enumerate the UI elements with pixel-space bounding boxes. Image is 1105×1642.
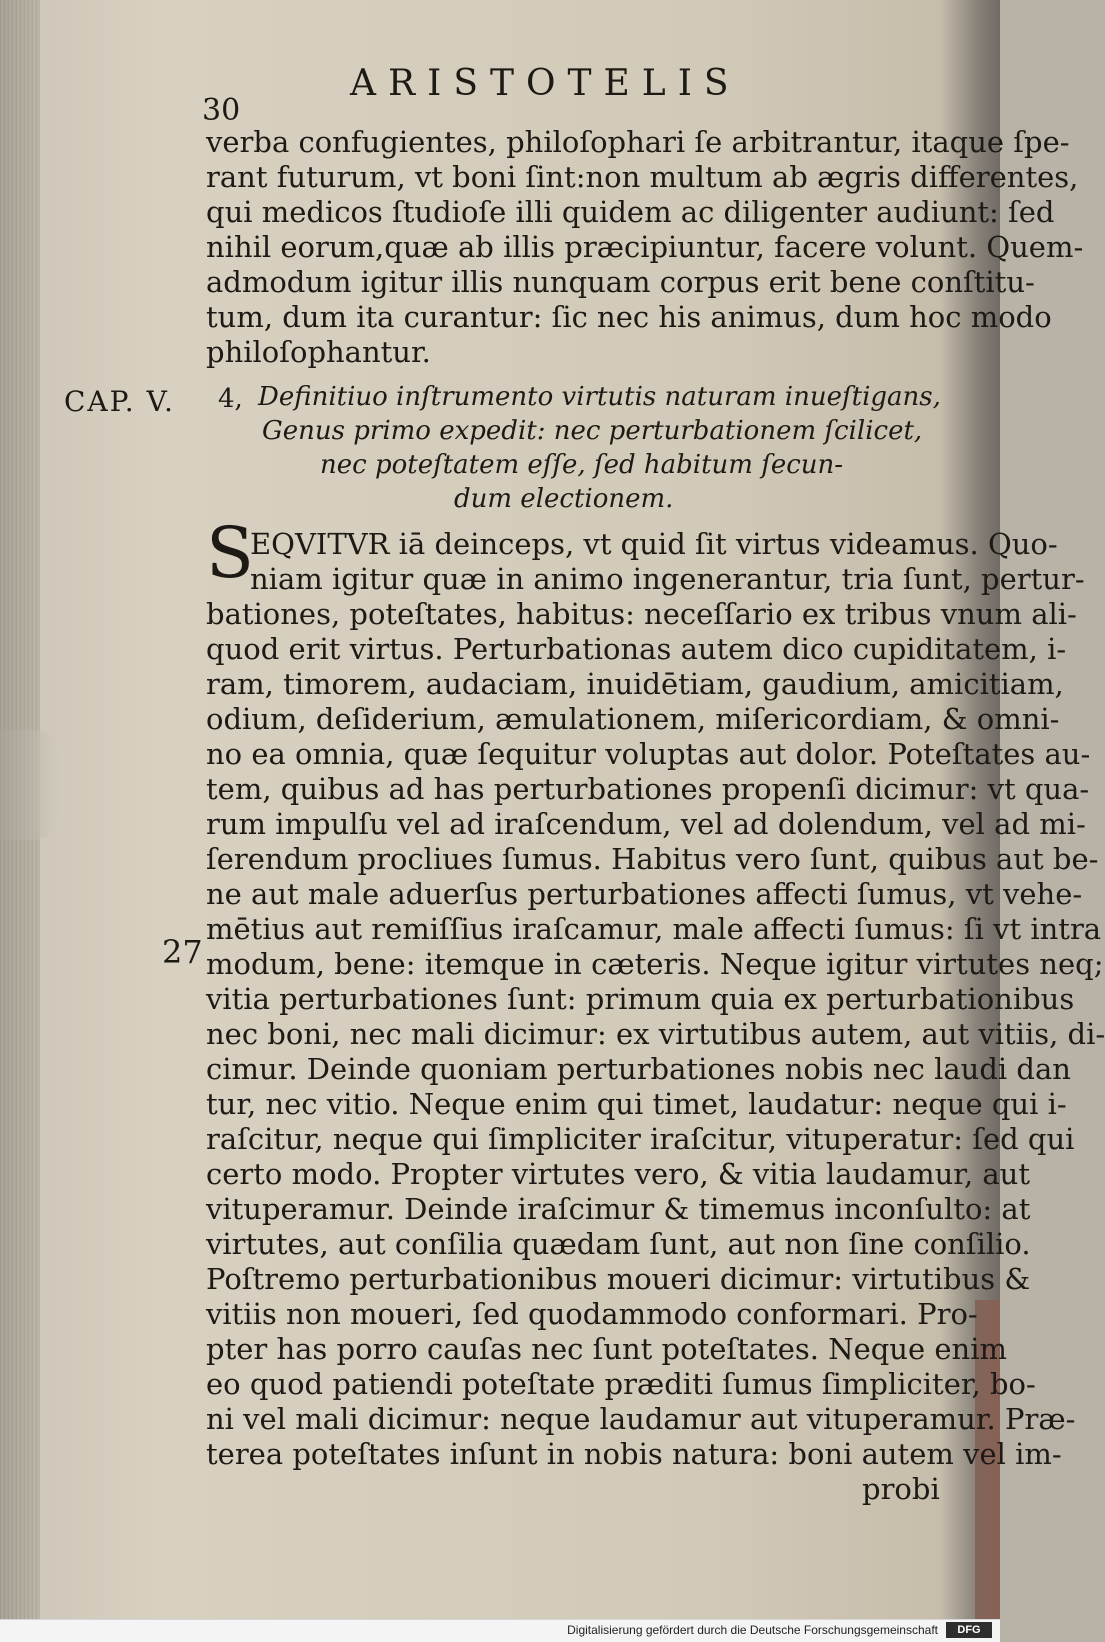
body-line: cimur. Deinde quoniam perturbationes nobis nec laudi dan — [206, 1052, 1071, 1086]
chapter-summary-line: nec poteſtatem eſſe, ſed habitum ſecun- — [320, 450, 844, 480]
body-line: ram, timorem, audaciam, inuidētiam, gaudium, amicitiam, — [206, 667, 1064, 701]
body-line: ne aut male aduerſus perturbationes affecti ſumus, vt vehe- — [206, 877, 1083, 911]
body-line: tur, nec vitio. Neque enim qui timet, laudatur: neque qui i- — [206, 1087, 1067, 1121]
body-line: niam igitur quæ in animo ingenerantur, tria ſunt, pertur- — [250, 562, 1085, 596]
body-line: pter has porro cauſas nec ſunt poteſtates. Neque enim — [206, 1332, 1007, 1366]
body-line: ſerendum procliues ſumus. Habitus vero ſunt, quibus aut be- — [206, 842, 1099, 876]
body-line: quod erit virtus. Perturbationas autem dico cupiditatem, i- — [206, 632, 1067, 666]
footer-bar — [0, 1619, 1000, 1642]
page-number: 30 — [202, 93, 241, 128]
body-line: tem, quibus ad has perturbationes propenſi dicimur: vt qua- — [206, 772, 1090, 806]
body-line: probi — [862, 1472, 940, 1506]
margin-number: 27 — [162, 933, 203, 971]
body-line: vituperamur. Deinde iraſcimur & timemus inconſulto: at — [206, 1192, 1031, 1226]
body-line: ni vel mali dicimur: neque laudamur aut vituperamur. Præ- — [206, 1402, 1076, 1436]
body-line: terea poteſtates inſunt in nobis natura: boni autem vel im- — [206, 1437, 1062, 1471]
body-line: virtutes, aut conſilia quædam ſunt, aut non ſine conſilio. — [206, 1227, 1031, 1261]
chapter-label: CAP. V. — [64, 385, 175, 418]
chapter-summary-line: dum electionem. — [454, 484, 674, 514]
chapter-summary-line: Genus primo expedit: nec perturbationem ſcilicet, — [262, 416, 923, 446]
body-line: nec boni, nec mali dicimur: ex virtutibus autem, aut vitiis, di- — [206, 1017, 1105, 1051]
body-line: verba confugientes, philoſophari ſe arbitrantur, itaque ſpe- — [206, 125, 1070, 159]
body-line: bationes, poteſtates, habitus: neceſſario ex tribus vnum ali- — [206, 597, 1077, 631]
body-line: odium, deſiderium, æmulationem, miſericordiam, & omni- — [206, 702, 1060, 736]
body-line: raſcitur, neque qui ſimpliciter iraſcitur, vituperatur: ſed qui — [206, 1122, 1075, 1156]
body-line: no ea omnia, quæ ſequitur voluptas aut dolor. Poteſtates au- — [206, 737, 1091, 771]
body-line: qui medicos ſtudioſe illi quidem ac diligenter audiunt: ſed — [206, 195, 1055, 229]
chapter-number: 4, — [218, 384, 243, 414]
dropcap: S — [206, 512, 254, 594]
body-line: certo modo. Propter virtutes vero, & vitia laudamur, aut — [206, 1157, 1031, 1191]
body-line: admodum igitur illis nunquam corpus erit bene conſtitu- — [206, 265, 1035, 299]
body-line: modum, bene: itemque in cæteris. Neque igitur virtutes neq; — [206, 947, 1104, 981]
footer-credit: Digitalisierung gefördert durch die Deutsche Forschungsgemeinschaft — [567, 1623, 938, 1637]
body-line: EQVITVR iā deinceps, vt quid ſit virtus videamus. Quo- — [250, 527, 1058, 561]
body-line: tum, dum ita curantur: ſic nec his animus, dum hoc modo — [206, 300, 1052, 334]
body-line: mētius aut remiſſius iraſcamur, male affecti ſumus: ſi vt intra — [206, 912, 1102, 946]
body-line: eo quod patiendi poteſtate præditi ſumus ſimpliciter, bo- — [206, 1367, 1036, 1401]
body-line: rant futurum, vt boni ſint:non multum ab ægris differentes, — [206, 160, 1079, 194]
dfg-logo: DFG — [946, 1622, 992, 1638]
body-line: vitiis non moueri, ſed quodammodo conformari. Pro- — [206, 1297, 978, 1331]
body-line: philoſophantur. — [206, 335, 431, 369]
body-line: nihil eorum,quæ ab illis præcipiuntur, facere volunt. Quem- — [206, 230, 1084, 264]
running-head: ARISTOTELIS — [350, 63, 741, 104]
chapter-summary-line: Definitiuo inſtrumento virtutis naturam inueſtigans, — [258, 382, 941, 412]
book-clasp — [0, 730, 62, 840]
body-line: Poſtremo perturbationibus moueri dicimur: virtutibus & — [206, 1262, 1031, 1296]
body-line: rum impulſu vel ad iraſcendum, vel ad dolendum, vel ad mi- — [206, 807, 1086, 841]
body-line: vitia perturbationes ſunt: primum quia ex perturbationibus — [206, 982, 1075, 1016]
